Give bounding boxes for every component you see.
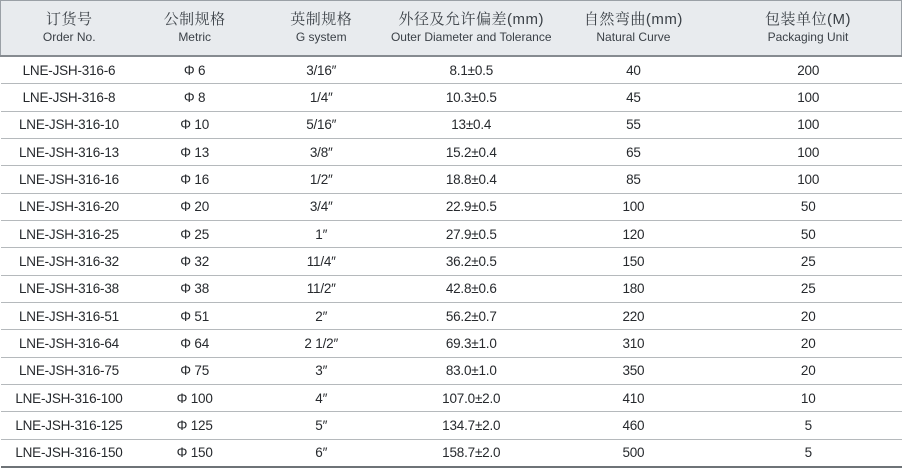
table-row bbox=[1, 330, 902, 357]
cell-order-no: LNE-JSH-316-38 bbox=[1, 275, 138, 302]
cell-order-no: LNE-JSH-316-64 bbox=[1, 330, 138, 357]
cell-g-system: 6″ bbox=[252, 439, 391, 467]
cell-g-system: 11/2″ bbox=[252, 275, 391, 302]
table-row bbox=[1, 412, 902, 439]
cell-g-system: 1/4″ bbox=[252, 84, 391, 111]
cell-metric: Φ 16 bbox=[137, 166, 251, 193]
cell-natural-curve: 120 bbox=[552, 220, 715, 247]
cell-g-system: 5″ bbox=[252, 412, 391, 439]
table-row bbox=[1, 220, 902, 247]
cell-order-no: LNE-JSH-316-16 bbox=[1, 166, 138, 193]
column-header-zh: 外径及允许偏差(mm) bbox=[398, 11, 544, 29]
column-header-g-system bbox=[252, 1, 391, 57]
cell-natural-curve: 65 bbox=[552, 138, 715, 165]
cell-g-system: 3″ bbox=[252, 357, 391, 384]
cell-order-no: LNE-JSH-316-32 bbox=[1, 248, 138, 275]
table-row bbox=[1, 193, 902, 220]
cell-packaging-unit: 20 bbox=[715, 357, 902, 384]
table-row bbox=[1, 84, 902, 111]
cell-metric: Φ 32 bbox=[137, 248, 251, 275]
cell-metric: Φ 13 bbox=[137, 138, 251, 165]
column-header-en: G system bbox=[295, 30, 347, 45]
cell-order-no: LNE-JSH-316-13 bbox=[1, 138, 138, 165]
cell-natural-curve: 100 bbox=[552, 193, 715, 220]
cell-packaging-unit: 5 bbox=[715, 412, 902, 439]
cell-metric: Φ 100 bbox=[137, 384, 251, 411]
cell-metric: Φ 25 bbox=[137, 220, 251, 247]
cell-natural-curve: 55 bbox=[552, 111, 715, 138]
cell-outer-diameter: 107.0±2.0 bbox=[391, 384, 552, 411]
column-header-zh: 英制规格 bbox=[290, 11, 353, 29]
cell-metric: Φ 20 bbox=[137, 193, 251, 220]
cell-natural-curve: 500 bbox=[552, 439, 715, 467]
column-header-zh: 订货号 bbox=[45, 11, 93, 29]
cell-metric: Φ 150 bbox=[137, 439, 251, 467]
column-header-zh: 公制规格 bbox=[163, 11, 226, 29]
cell-natural-curve: 220 bbox=[552, 302, 715, 329]
cell-order-no: LNE-JSH-316-25 bbox=[1, 220, 138, 247]
cell-natural-curve: 310 bbox=[552, 330, 715, 357]
cell-outer-diameter: 56.2±0.7 bbox=[391, 302, 552, 329]
cell-metric: Φ 8 bbox=[137, 84, 251, 111]
cell-natural-curve: 460 bbox=[552, 412, 715, 439]
table-row bbox=[1, 56, 902, 84]
cell-packaging-unit: 200 bbox=[715, 56, 902, 84]
cell-outer-diameter: 134.7±2.0 bbox=[391, 412, 552, 439]
cell-packaging-unit: 25 bbox=[715, 275, 902, 302]
cell-metric: Φ 10 bbox=[137, 111, 251, 138]
cell-order-no: LNE-JSH-316-6 bbox=[1, 56, 138, 84]
cell-order-no: LNE-JSH-316-150 bbox=[1, 439, 138, 467]
cell-outer-diameter: 69.3±1.0 bbox=[391, 330, 552, 357]
cell-natural-curve: 180 bbox=[552, 275, 715, 302]
cell-natural-curve: 350 bbox=[552, 357, 715, 384]
cell-outer-diameter: 158.7±2.0 bbox=[391, 439, 552, 467]
cell-packaging-unit: 5 bbox=[715, 439, 902, 467]
column-header-en: Packaging Unit bbox=[767, 30, 849, 45]
column-header-en: Natural Curve bbox=[596, 30, 671, 45]
cell-order-no: LNE-JSH-316-8 bbox=[1, 84, 138, 111]
column-header-en: Metric bbox=[178, 30, 211, 45]
table-row bbox=[1, 384, 902, 411]
cell-outer-diameter: 15.2±0.4 bbox=[391, 138, 552, 165]
table-row bbox=[1, 439, 902, 467]
cell-g-system: 3/4″ bbox=[252, 193, 391, 220]
column-header-natural-curve bbox=[552, 1, 715, 57]
cell-packaging-unit: 20 bbox=[715, 330, 902, 357]
table-row bbox=[1, 166, 902, 193]
cell-outer-diameter: 22.9±0.5 bbox=[391, 193, 552, 220]
cell-outer-diameter: 36.2±0.5 bbox=[391, 248, 552, 275]
cell-order-no: LNE-JSH-316-51 bbox=[1, 302, 138, 329]
cell-order-no: LNE-JSH-316-125 bbox=[1, 412, 138, 439]
cell-order-no: LNE-JSH-316-20 bbox=[1, 193, 138, 220]
cell-packaging-unit: 50 bbox=[715, 193, 902, 220]
cell-g-system: 2 1/2″ bbox=[252, 330, 391, 357]
cell-packaging-unit: 100 bbox=[715, 111, 902, 138]
column-header-packaging-unit bbox=[715, 1, 902, 57]
column-header-metric bbox=[137, 1, 251, 57]
cell-g-system: 1″ bbox=[252, 220, 391, 247]
cell-packaging-unit: 100 bbox=[715, 166, 902, 193]
cell-metric: Φ 125 bbox=[137, 412, 251, 439]
cell-order-no: LNE-JSH-316-10 bbox=[1, 111, 138, 138]
cell-g-system: 2″ bbox=[252, 302, 391, 329]
header-row bbox=[1, 1, 902, 57]
column-header-en: Outer Diameter and Tolerance bbox=[390, 30, 552, 45]
cell-metric: Φ 64 bbox=[137, 330, 251, 357]
table-row bbox=[1, 302, 902, 329]
cell-natural-curve: 85 bbox=[552, 166, 715, 193]
cell-outer-diameter: 83.0±1.0 bbox=[391, 357, 552, 384]
cell-outer-diameter: 10.3±0.5 bbox=[391, 84, 552, 111]
cell-order-no: LNE-JSH-316-100 bbox=[1, 384, 138, 411]
cell-packaging-unit: 50 bbox=[715, 220, 902, 247]
cell-metric: Φ 6 bbox=[137, 56, 251, 84]
cell-natural-curve: 40 bbox=[552, 56, 715, 84]
cell-g-system: 4″ bbox=[252, 384, 391, 411]
table-row bbox=[1, 357, 902, 384]
cell-packaging-unit: 100 bbox=[715, 138, 902, 165]
cell-natural-curve: 410 bbox=[552, 384, 715, 411]
cell-g-system: 1/2″ bbox=[252, 166, 391, 193]
cell-metric: Φ 38 bbox=[137, 275, 251, 302]
cell-packaging-unit: 10 bbox=[715, 384, 902, 411]
cell-natural-curve: 45 bbox=[552, 84, 715, 111]
table-row bbox=[1, 138, 902, 165]
cell-g-system: 11/4″ bbox=[252, 248, 391, 275]
column-header-zh: 包装单位(M) bbox=[764, 11, 851, 29]
column-header-order-no bbox=[1, 1, 138, 57]
cell-packaging-unit: 20 bbox=[715, 302, 902, 329]
cell-natural-curve: 150 bbox=[552, 248, 715, 275]
cell-outer-diameter: 8.1±0.5 bbox=[391, 56, 552, 84]
cell-outer-diameter: 13±0.4 bbox=[391, 111, 552, 138]
column-header-outer-diameter bbox=[391, 1, 552, 57]
cell-order-no: LNE-JSH-316-75 bbox=[1, 357, 138, 384]
table-row bbox=[1, 248, 902, 275]
cell-metric: Φ 51 bbox=[137, 302, 251, 329]
cell-metric: Φ 75 bbox=[137, 357, 251, 384]
table-row bbox=[1, 111, 902, 138]
cell-g-system: 3/16″ bbox=[252, 56, 391, 84]
column-header-zh: 自然弯曲(mm) bbox=[583, 11, 683, 29]
cell-g-system: 3/8″ bbox=[252, 138, 391, 165]
cell-g-system: 5/16″ bbox=[252, 111, 391, 138]
cell-outer-diameter: 18.8±0.4 bbox=[391, 166, 552, 193]
table-row bbox=[1, 275, 902, 302]
cell-outer-diameter: 27.9±0.5 bbox=[391, 220, 552, 247]
cell-packaging-unit: 25 bbox=[715, 248, 902, 275]
column-header-en: Order No. bbox=[42, 30, 96, 45]
cell-packaging-unit: 100 bbox=[715, 84, 902, 111]
cell-outer-diameter: 42.8±0.6 bbox=[391, 275, 552, 302]
